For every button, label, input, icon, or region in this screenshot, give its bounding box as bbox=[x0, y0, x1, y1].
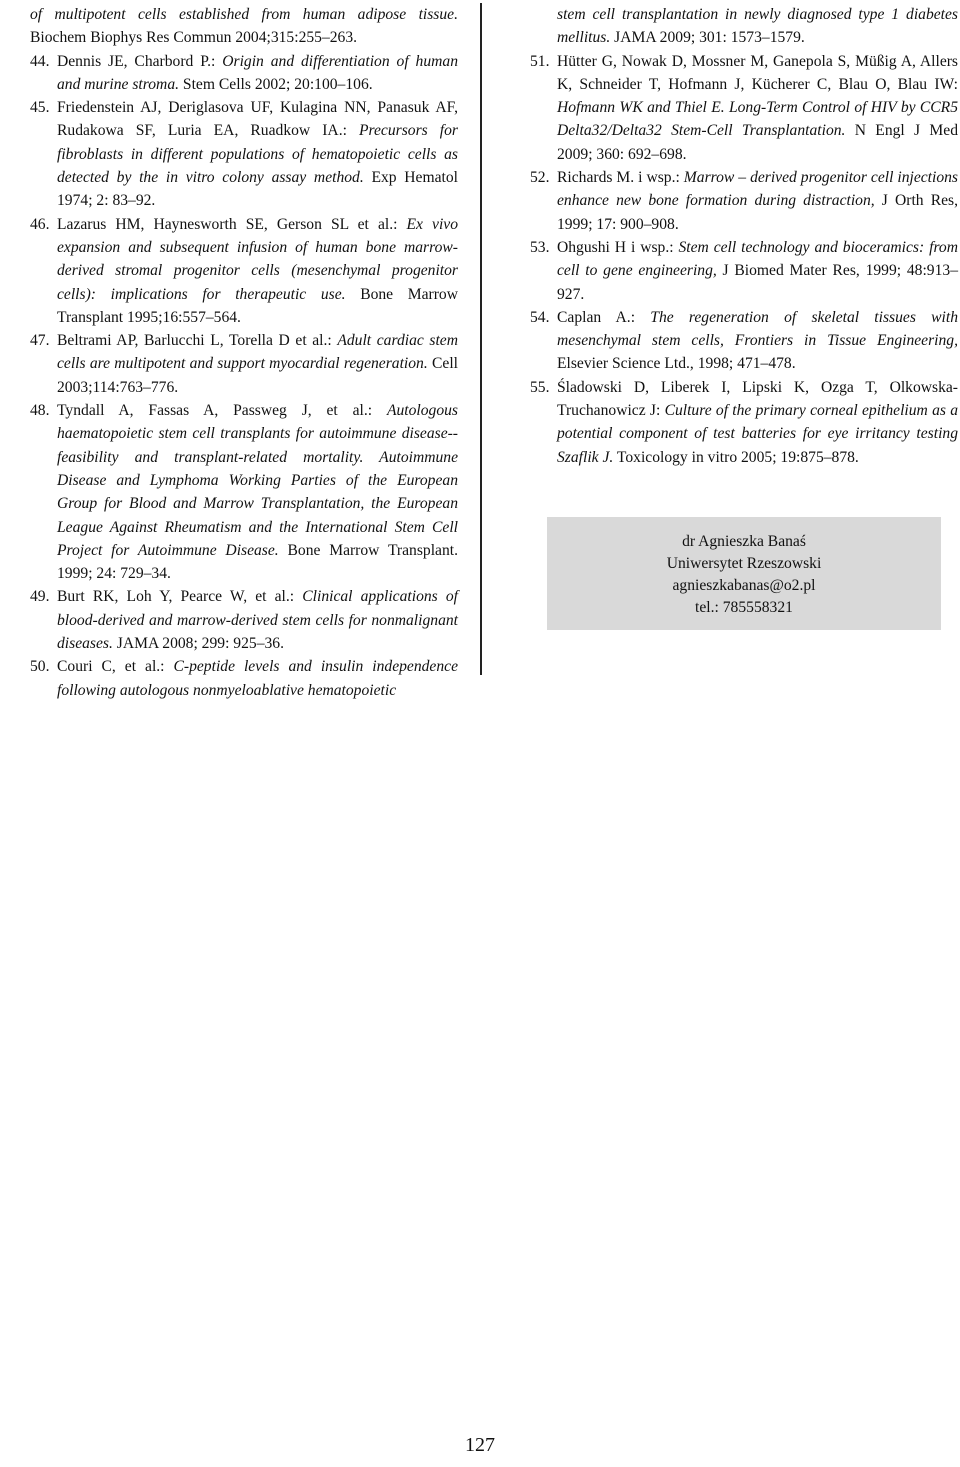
contact-email[interactable]: agnieszkabanas@o2.pl bbox=[672, 577, 816, 594]
reference-continuation: stem cell transplantation in newly diagnosed type 1 diabetes mellitus. JAMA 2009; 301: 1573–1579. bbox=[557, 6, 958, 47]
reference-51: 51. Hütter G, Nowak D, Mossner M, Ganepola S, Müßig A, Allers K, Schneider T, Hofmann J, Kücherer C, Blau O, Blau IW: Hofmann WK and Thiel E. Long-Term Control of HIV by CCR5 Delta32/Delta32 Stem-Cell Transplantation. N Engl J Med 2009; 360: 692–698. bbox=[530, 52, 958, 163]
reference-46: 46. Lazarus HM, Haynesworth SE, Gerson SL et al.: Ex vivo expansion and subsequent infusion of human bone marrow-derived stromal progenitor cells (mesenchymal progenitor cells): implications for therapeutic use. Bone Marrow Transplant 1995;16:557–564. bbox=[30, 215, 458, 326]
right-column bbox=[530, 3, 958, 469]
reference-45: 45. Friedenstein AJ, Deriglasova UF, Kulagina NN, Panasuk AF, Rudakowa SF, Luria EA, Ruadkow IA.: Precursors for fibroblasts in different populations of hematopoietic cells as detected by the in vitro colony assay method. Exp Hematol 1974; 2: 83–92. bbox=[30, 99, 458, 210]
page-number: 127 bbox=[465, 1434, 495, 1456]
reference-53: 53. Ohgushi H i wsp.: Stem cell technology and bioceramics: from cell to gene engineering, J Biomed Mater Res, 1999; 48:913–927. bbox=[530, 238, 958, 303]
reference-52: 52. Richards M. i wsp.: Marrow – derived progenitor cell injections enhance new bone formation during distraction, J Orth Res, 1999; 17: 900–908. bbox=[530, 169, 959, 233]
reference-49: 49. Burt RK, Loh Y, Pearce W, et al.: Clinical applications of blood-derived and marrow-derived stem cells for nonmalignant diseases. JAMA 2008; 299: 925–36. bbox=[30, 588, 458, 653]
reference-47: 47. Beltrami AP, Barlucchi L, Torella D et al.: Adult cardiac stem cells are multipotent and support myocardial regeneration. Cell 2003;114:763–776. bbox=[30, 332, 458, 396]
reference-54: 54. Caplan A.: The regeneration of skeletal tissues with mesenchymal stem cells, Frontiers in Tissue Engineering, Elsevier Science Ltd., 1998; 471–478. bbox=[530, 308, 958, 373]
reference-55: 55. Śladowski D, Liberek I, Lipski K, Ozga T, Olkowska-Truchanowicz J: Culture of the primary corneal epithelium as a potential component of test batteries for eye irritancy testing Szaflik J. Toxicology in vitro 2005; 19:875–878. bbox=[530, 378, 958, 466]
reference-44: 44. Dennis JE, Charbord P.: Origin and differentiation of human and murine stroma. Stem Cells 2002; 20:100–106. bbox=[30, 52, 458, 93]
contact-phone: tel.: 785558321 bbox=[695, 599, 793, 616]
reference-50: 50. Couri C, et al.: C-peptide levels and insulin independence following autologous nonmyeloablative hematopoietic bbox=[30, 658, 458, 699]
reference-continuation: of multipotent cells established from human adipose tissue. Biochem Biophys Res Commun 2004;315:255–263. bbox=[30, 6, 458, 47]
author-contact-box bbox=[547, 517, 941, 630]
contact-name: dr Agnieszka Banaś bbox=[682, 533, 806, 550]
contact-affiliation: Uniwersytet Rzeszowski bbox=[666, 555, 822, 572]
column-divider bbox=[480, 3, 482, 675]
reference-48: 48. Tyndall A, Fassas A, Passweg J, et al.: Autologous haematopoietic stem cell transplants for autoimmune disease--feasibility and transplant-related mortality. Autoimmune Disease and Lymphoma Working Parties of the European Group for Blood and Marrow Transplantation, the European League Against Rheumatism and the International Stem Cell Project for Autoimmune Disease. Bone Marrow Transplant. 1999; 24: 729–34. bbox=[30, 402, 458, 583]
left-column bbox=[30, 3, 458, 702]
